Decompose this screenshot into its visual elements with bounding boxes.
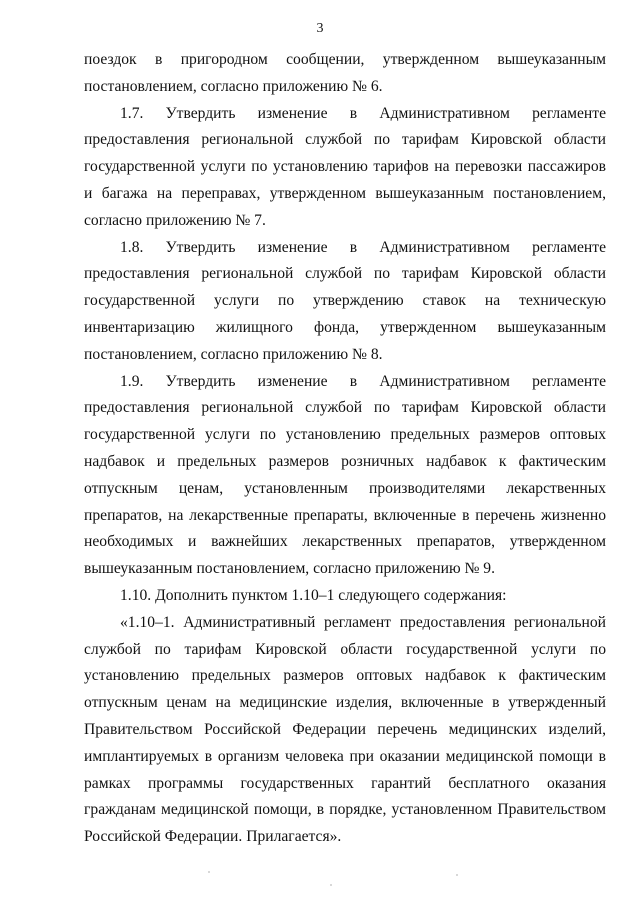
- paragraph-1-7: 1.7. Утвердить изменение в Административном регламенте предоставления региональной службой по тарифам Кировской области государственной услуги по установлению тарифов на перевозки пассажиров и багажа на переправах, утвержденном вышеуказанным постановлением, согласно приложению № 7.: [84, 104, 606, 229]
- scan-speck: [456, 874, 458, 876]
- paragraph-1-10-1: «1.10–1. Административный регламент предоставления региональной службой по тарифам Кировской области государственной услуги по установлению предельных размеров оптовых надбавок к фактическим отпускным ценам на медицинские изделия, включенные в утвержденный Правительством Российской Федерации перечень медицинских изделий, имплантируемых в организм человека при оказании медицинской помощи в рамках программы государственных гарантий бесплатного оказания гражданам медицинской помощи, в порядке, установленном Правительством Российской Федерации. Прилагается».: [84, 613, 606, 846]
- paragraph-1-8: 1.8. Утвердить изменение в Административном регламенте предоставления региональной службой по тарифам Кировской области государственной услуги по утверждению ставок на техническую инвентаризацию жилищного фонда, утвержденном вышеуказанным постановлением, согласно приложению № 8.: [84, 238, 606, 363]
- paragraph-continuation: поездок в пригородном сообщении, утвержденном вышеуказанным постановлением, согласно приложению № 6.: [84, 51, 606, 95]
- page-number: 3: [316, 21, 324, 36]
- paragraph-1-9: 1.9. Утвердить изменение в Административном регламенте предоставления региональной службой по тарифам Кировской области государственной услуги по установлению предельных размеров оптовых надбавок и предельных размеров розничных надбавок к фактическим отпускным ценам, установленным производителями лекарственных препаратов, на лекарственные препараты, включенные в перечень жизненно необходимых и важнейших лекарственных препаратов, утвержденном вышеуказанным постановлением, согласно приложению № 9.: [84, 372, 606, 578]
- scan-speck: [330, 884, 332, 886]
- paragraph-1-10: 1.10. Дополнить пунктом 1.10–1 следующего содержания:: [120, 586, 507, 604]
- scan-speck: [208, 871, 210, 873]
- document-body: [84, 47, 606, 851]
